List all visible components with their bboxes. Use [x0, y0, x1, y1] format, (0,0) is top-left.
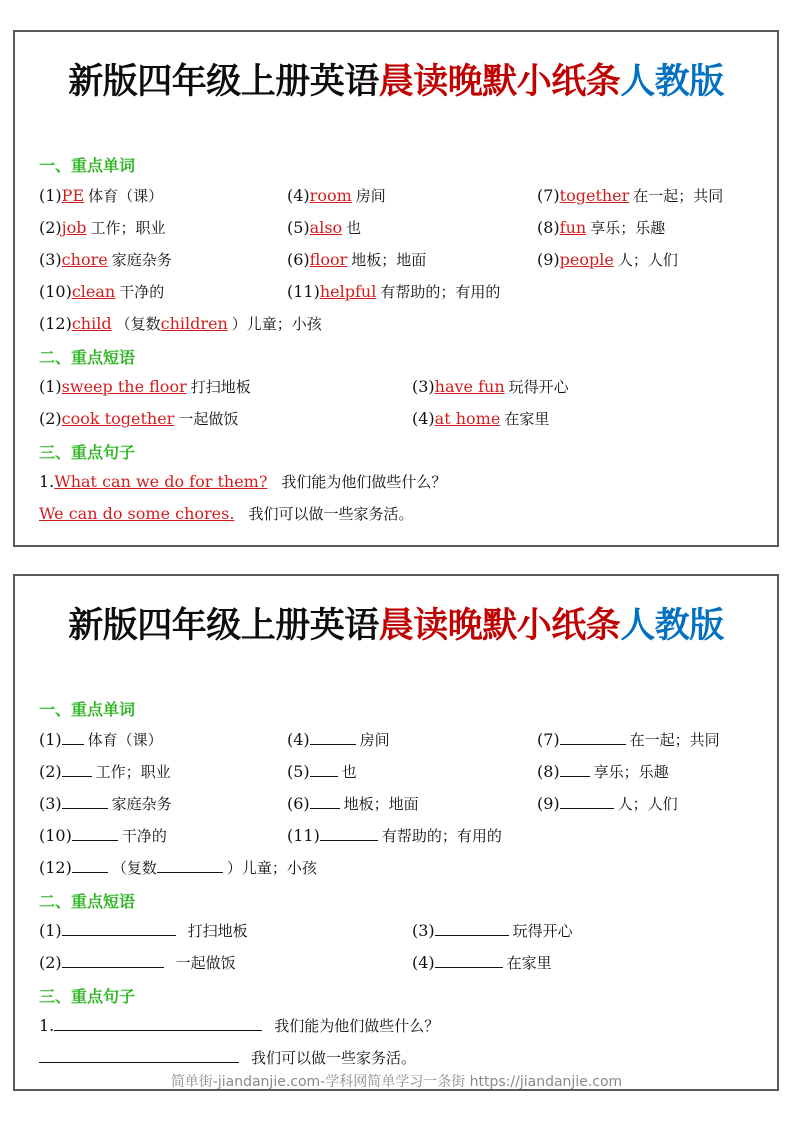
word-item: (1)PE 体育（课）: [39, 186, 164, 205]
card-title: [15, 54, 777, 104]
word-item: (6)floor 地板；地面: [287, 250, 427, 269]
blank-phrase-item[interactable]: (2) 一起做饭: [39, 953, 236, 972]
blank-phrase-item[interactable]: (1) 打扫地板: [39, 921, 248, 940]
word-item: (2)job 工作；职业: [39, 218, 166, 237]
title-part2: 晨读晚默小纸条: [378, 606, 621, 646]
section-heading-phrases: 二、重点短语: [39, 348, 136, 367]
word-item: (10)clean 干净的: [39, 282, 165, 301]
blank-sentence-item[interactable]: 1. 我们能为他们做些什么？: [39, 1016, 440, 1035]
word-item: (5)also 也: [287, 218, 362, 237]
title-part3: 人教版: [620, 606, 724, 646]
phrase-item: (2)cook together 一起做饭: [39, 409, 239, 428]
section-heading-sentences: 三、重点句子: [39, 443, 136, 462]
title-part1: 新版四年级上册英语: [68, 62, 379, 102]
blank-word-item[interactable]: (1) 体育（课）: [39, 730, 163, 749]
blank-phrase-item[interactable]: (3) 玩得开心: [412, 921, 573, 940]
blank-word-item[interactable]: (5) 也: [287, 762, 357, 781]
blank-word-item[interactable]: (12) （复数 ）儿童；小孩: [39, 858, 317, 877]
sentence-item: 1.What can we do for them? 我们能为他们做些什么？: [39, 472, 447, 491]
blank-word-item[interactable]: (11) 有帮助的；有用的: [287, 826, 502, 845]
word-item: (9)people 人；人们: [537, 250, 678, 269]
phrase-item: (4)at home 在家里: [412, 409, 550, 428]
section-heading-words: 一、重点单词: [39, 156, 136, 175]
blank-word-item[interactable]: (7) 在一起；共同: [537, 730, 720, 749]
blank-sentence-item[interactable]: 我们可以做一些家务活。: [39, 1048, 416, 1068]
answer-card: [13, 30, 779, 547]
word-item: (7)together 在一起；共同: [537, 186, 724, 205]
section-heading-phrases: 二、重点短语: [39, 892, 136, 911]
section-heading-words: 一、重点单词: [39, 700, 136, 719]
blank-word-item[interactable]: (4) 房间: [287, 730, 390, 749]
footer-watermark: 简单街-jiandanjie.com-学科网简单学习一条街 https://jiandanjie.com: [170, 1074, 623, 1090]
word-item: (12)child （复数children ）儿童；小孩: [39, 314, 322, 333]
phrase-item: (3)have fun 玩得开心: [412, 377, 569, 396]
blank-word-item[interactable]: (3) 家庭杂务: [39, 794, 172, 813]
word-item: (4)room 房间: [287, 186, 386, 205]
word-item: (8)fun 享乐；乐趣: [537, 218, 666, 237]
blank-card: [13, 574, 779, 1091]
phrase-item: (1)sweep the floor 打扫地板: [39, 377, 251, 396]
blank-word-item[interactable]: (2) 工作；职业: [39, 762, 171, 781]
title-part1: 新版四年级上册英语: [68, 606, 379, 646]
sentence-item: We can do some chores. 我们可以做一些家务活。: [39, 504, 414, 523]
blank-word-item[interactable]: (10) 干净的: [39, 826, 167, 845]
section-heading-sentences: 三、重点句子: [39, 987, 136, 1006]
card-title: [15, 598, 777, 648]
blank-phrase-item[interactable]: (4) 在家里: [412, 953, 552, 972]
title-part2: 晨读晚默小纸条: [378, 62, 621, 102]
word-item: (3)chore 家庭杂务: [39, 250, 172, 269]
word-item: (11)helpful 有帮助的；有用的: [287, 282, 501, 301]
title-part3: 人教版: [620, 62, 724, 102]
blank-word-item[interactable]: (8) 享乐；乐趣: [537, 762, 669, 781]
blank-word-item[interactable]: (6) 地板；地面: [287, 794, 419, 813]
blank-word-item[interactable]: (9) 人；人们: [537, 794, 678, 813]
